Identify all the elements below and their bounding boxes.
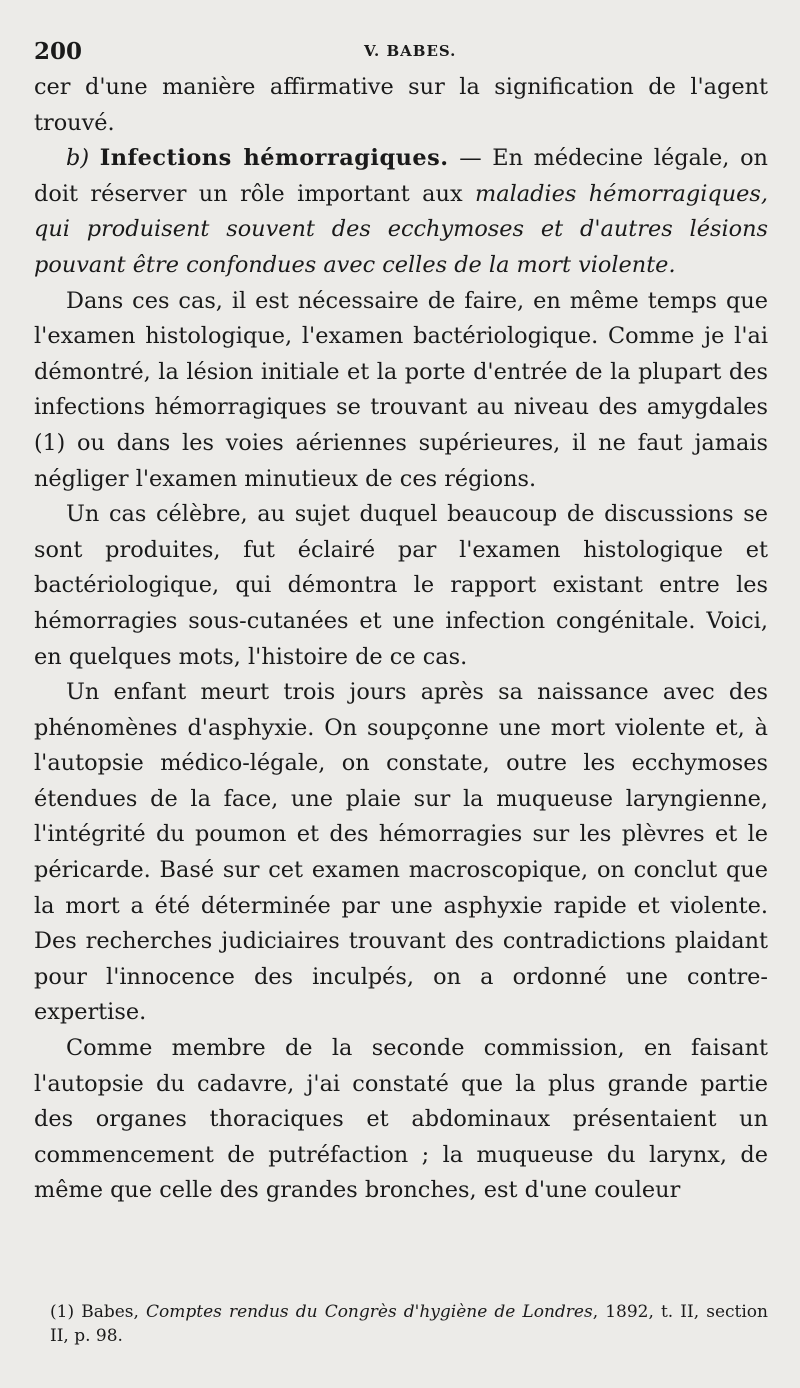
section-text: — En médecine légale, on doit réserver un rôle important aux — [34, 145, 768, 207]
footnote-reference: (1) — [34, 430, 66, 456]
footnote-details: , 1892, t. II, section II, p. 98. — [50, 1302, 768, 1346]
paragraph-commission: Comme membre de la seconde commission, en faisant l'autopsie du cadavre, j'ai constaté que la plus grande partie des organes thoraciques et abdominaux présentaient un commencement de putréfaction ; la muqueuse du larynx, de même que celle des grandes bronches, est d'une couleur — [34, 1035, 768, 1204]
section-paragraph-b — [34, 141, 768, 283]
paragraph-text: Dans ces cas, il est nécessaire de faire, en même temps que l'examen histologique, l'examen bactériologique. Comme je l'ai démontré, la lésion initiale et la porte d'entrée de la plupart des infections hémorragiques se trouvant au niveau des amygdales — [34, 287, 768, 421]
page-number: 200 — [34, 38, 83, 65]
section-title: Infections hémorragiques. — [99, 145, 449, 172]
footnote — [50, 1300, 768, 1348]
paragraph-case: Un cas célèbre, au sujet duquel beaucoup de discussions se sont produites, fut éclairé par l'examen histologique et bactériologique, qui démontra le rapport existant entre les hémorragies sous-cutanées et une infection congénitale. Voici, en quelques mots, l'histoire de ce cas. — [34, 501, 768, 670]
running-head: V. BABES. — [364, 42, 457, 60]
section-label: b) — [66, 145, 90, 172]
paragraph-continuation: cer d'une manière affirmative sur la signification de l'agent trouvé. — [34, 74, 768, 136]
paragraph-text: ou dans les voies aériennes supérieures, il ne faut jamais négliger l'examen minutieux de ces régions. — [34, 429, 768, 492]
page-header — [34, 38, 774, 68]
footnote-title: Comptes rendus du Congrès d'hygiène de Londres — [146, 1302, 593, 1322]
section-italic-text: maladies hémorragiques, qui produisent souvent des ecchymoses et d'autres lésions pouvant être confondues avec celles de la mort violente. — [34, 180, 768, 278]
paragraph-examination — [34, 284, 768, 498]
footnote-number: (1) — [50, 1302, 75, 1322]
body-text — [34, 70, 768, 1209]
paragraph-child: Un enfant meurt trois jours après sa naissance avec des phénomènes d'asphyxie. On soupçonne une mort violente et, à l'autopsie médico-légale, on constate, outre les ecchymoses étendues de la face, une plaie sur la muqueuse laryngienne, l'intégrité du poumon et des hémorragies sur les plèvres et le péricarde. Basé sur cet examen macroscopique, on conclut que la mort a été déterminée par une asphyxie rapide et violente. Des recherches judiciaires trouvant des contradictions plaidant pour l'innocence des inculpés, on a ordonné une contre-expertise. — [34, 679, 768, 1026]
footnote-author: Babes, — [74, 1302, 146, 1322]
